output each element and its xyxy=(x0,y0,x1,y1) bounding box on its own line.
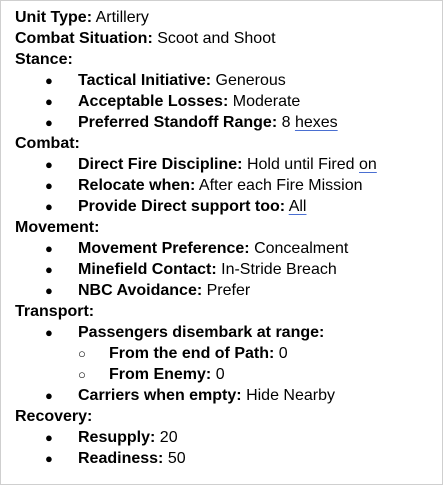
direct-fire-discipline-value: Hold until Fired xyxy=(246,156,355,173)
list-item-passengers-disembark xyxy=(15,322,436,343)
bullet-icon: ● xyxy=(45,94,53,109)
list-item-carriers-when-empty xyxy=(15,385,436,406)
passengers-disembark-label: Passengers disembark at range: xyxy=(78,324,325,341)
bullet-icon: ● xyxy=(45,388,53,403)
transport-heading: Transport: xyxy=(15,303,95,320)
unit-type-line xyxy=(15,7,436,28)
nbc-avoidance-value: Prefer xyxy=(206,282,251,299)
acceptable-losses-label: Acceptable Losses: xyxy=(78,93,229,110)
bullet-icon: ● xyxy=(45,115,53,130)
bullet-icon: ● xyxy=(45,451,53,466)
carriers-when-empty-value: Hide Nearby xyxy=(246,387,335,404)
list-item-direct-support xyxy=(15,196,436,217)
from-enemy-label: From Enemy: xyxy=(109,366,212,383)
end-of-path-label: From the end of Path: xyxy=(109,345,275,362)
document-body xyxy=(15,7,436,469)
minefield-contact-label: Minefield Contact: xyxy=(78,261,217,278)
bullet-icon: ● xyxy=(45,430,53,445)
bullet-icon: ● xyxy=(45,73,53,88)
section-heading-combat xyxy=(15,133,436,154)
list-item-movement-preference xyxy=(15,238,436,259)
list-item-nbc-avoidance xyxy=(15,280,436,301)
stance-heading: Stance: xyxy=(15,51,73,68)
standoff-range-unit: hexes xyxy=(294,114,338,131)
hollow-bullet-icon: ○ xyxy=(78,346,86,361)
section-heading-transport xyxy=(15,301,436,322)
direct-support-value: All xyxy=(288,198,307,215)
list-item-relocate-when xyxy=(15,175,436,196)
list-item-resupply xyxy=(15,427,436,448)
direct-fire-discipline-value-tail: on xyxy=(359,156,377,173)
section-heading-recovery xyxy=(15,406,436,427)
sub-list-item-end-of-path xyxy=(15,343,436,364)
combat-situation-value: Scoot and Shoot xyxy=(157,30,276,47)
movement-preference-label: Movement Preference: xyxy=(78,240,250,257)
bullet-icon: ● xyxy=(45,262,53,277)
recovery-heading: Recovery: xyxy=(15,408,93,425)
unit-type-label: Unit Type: xyxy=(15,9,93,26)
list-item-acceptable-losses xyxy=(15,91,436,112)
unit-type-value: Artillery xyxy=(95,9,149,26)
direct-support-label: Provide Direct support too: xyxy=(78,198,286,215)
bullet-icon: ● xyxy=(45,199,53,214)
relocate-when-label: Relocate when: xyxy=(78,177,196,194)
standoff-range-value: 8 xyxy=(281,114,291,131)
list-item-direct-fire-discipline xyxy=(15,154,436,175)
sub-list-item-from-enemy xyxy=(15,364,436,385)
hollow-bullet-icon: ○ xyxy=(78,367,86,382)
minefield-contact-value: In-Stride Breach xyxy=(221,261,337,278)
list-item-readiness xyxy=(15,448,436,469)
relocate-when-value: After each Fire Mission xyxy=(198,177,363,194)
carriers-when-empty-label: Carriers when empty: xyxy=(78,387,242,404)
combat-situation-label: Combat Situation: xyxy=(15,30,153,47)
from-enemy-value: 0 xyxy=(215,366,225,383)
bullet-icon: ● xyxy=(45,241,53,256)
tactical-initiative-label: Tactical Initiative: xyxy=(78,72,212,89)
standoff-range-label: Preferred Standoff Range: xyxy=(78,114,278,131)
list-item-tactical-initiative xyxy=(15,70,436,91)
resupply-label: Resupply: xyxy=(78,429,156,446)
movement-preference-value: Concealment xyxy=(254,240,349,257)
movement-heading: Movement: xyxy=(15,219,100,236)
end-of-path-value: 0 xyxy=(278,345,288,362)
list-item-minefield-contact xyxy=(15,259,436,280)
section-heading-stance xyxy=(15,49,436,70)
bullet-icon: ● xyxy=(45,178,53,193)
bullet-icon: ● xyxy=(45,283,53,298)
section-heading-movement xyxy=(15,217,436,238)
acceptable-losses-value: Moderate xyxy=(232,93,301,110)
resupply-value: 20 xyxy=(159,429,178,446)
nbc-avoidance-label: NBC Avoidance: xyxy=(78,282,203,299)
combat-heading: Combat: xyxy=(15,135,80,152)
list-item-standoff-range xyxy=(15,112,436,133)
readiness-label: Readiness: xyxy=(78,450,164,467)
bullet-icon: ● xyxy=(45,157,53,172)
tactical-initiative-value: Generous xyxy=(215,72,286,89)
combat-situation-line xyxy=(15,28,436,49)
direct-fire-discipline-label: Direct Fire Discipline: xyxy=(78,156,243,173)
readiness-value: 50 xyxy=(167,450,186,467)
bullet-icon: ● xyxy=(45,325,53,340)
